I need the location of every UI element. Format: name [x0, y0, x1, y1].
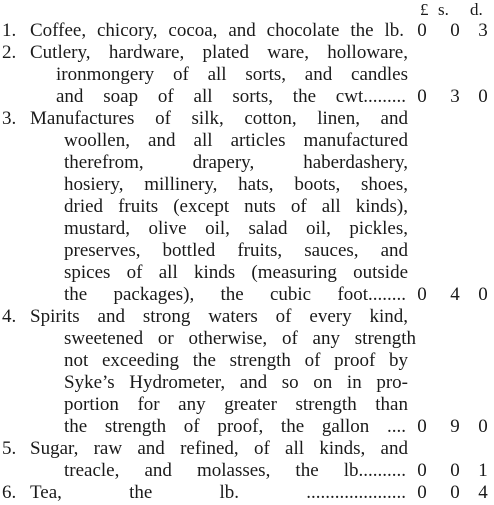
item-text-line: ironmongery of all sorts, and candles [56, 64, 408, 85]
item-4 [0, 306, 494, 328]
amount-shillings: 0 [450, 482, 460, 503]
item-text-line: Tea, the lb. ..................... [30, 482, 406, 503]
amount-shillings: 4 [450, 284, 460, 305]
item-text-line: and soap of all sorts, the cwt......... [56, 86, 406, 107]
item-text-line: Spirits and strong waters of every kind, [30, 306, 408, 327]
amount-pounds: 0 [417, 284, 427, 305]
item-number: 1. [2, 20, 17, 41]
amount-pounds: 0 [417, 86, 427, 107]
item-5 [0, 438, 494, 460]
amount-pounds: 0 [417, 460, 427, 481]
amount-shillings: 3 [450, 86, 460, 107]
item-text-line: Manufactures of silk, cotton, linen, and [30, 108, 408, 129]
amount-pounds: 0 [417, 416, 427, 437]
amount-pence: 0 [478, 86, 488, 107]
item-number: 3. [2, 108, 17, 129]
item-text-line: treacle, and molasses, the lb.......... [64, 460, 406, 481]
item-text-line: woollen, and all articles manufactured [64, 130, 408, 151]
amount-pence: 0 [478, 284, 488, 305]
item-text-line: preserves, bottled fruits, sauces, and [64, 240, 408, 261]
item-1 [0, 20, 494, 42]
item-number: 4. [2, 306, 17, 327]
item-text-line: portion for any greater strength than [64, 394, 408, 415]
amount-shillings: 0 [450, 460, 460, 481]
item-text-line: the strength of proof, the gallon .... [64, 416, 406, 437]
item-text-line: hosiery, millinery, hats, boots, shoes, [64, 174, 408, 195]
item-text-line: Sugar, raw and refined, of all kinds, and [30, 438, 408, 459]
item-text-line: sweetened or otherwise, of any strength [64, 328, 416, 349]
amount-shillings: 0 [450, 20, 460, 41]
item-2 [0, 42, 494, 64]
amount-pence: 0 [478, 416, 488, 437]
item-number: 2. [2, 42, 17, 63]
item-number: 5. [2, 438, 17, 459]
amount-pence: 1 [478, 460, 488, 481]
item-text-line: Cutlery, hardware, plated ware, holloware, [30, 42, 408, 63]
item-6 [0, 482, 494, 504]
item-text-line: the packages), the cubic foot........ [64, 284, 406, 305]
item-text-line: Syke’s Hydrometer, and so on in pro- [64, 372, 408, 393]
item-text-line: not exceeding the strength of proof by [64, 350, 408, 371]
item-number: 6. [2, 482, 17, 503]
amount-pounds: 0 [417, 20, 427, 41]
item-3 [0, 108, 494, 130]
amount-pence: 3 [478, 20, 488, 41]
pence-header: d. [470, 0, 483, 19]
amount-pounds: 0 [417, 482, 427, 503]
item-text-line: spices of all kinds (measuring outside [64, 262, 408, 283]
item-text-line: therefrom, drapery, haberdashery, [64, 152, 408, 173]
item-text-line: dried fruits (except nuts of all kinds), [64, 196, 408, 217]
pounds-header: £ [420, 0, 429, 19]
amount-shillings: 9 [450, 416, 460, 437]
item-text-line: mustard, olive oil, salad oil, pickles, [64, 218, 408, 239]
item-text-line: Coffee, chicory, cocoa, and chocolate the lb. [30, 20, 404, 41]
amount-pence: 4 [478, 482, 488, 503]
shillings-header: s. [438, 0, 449, 19]
